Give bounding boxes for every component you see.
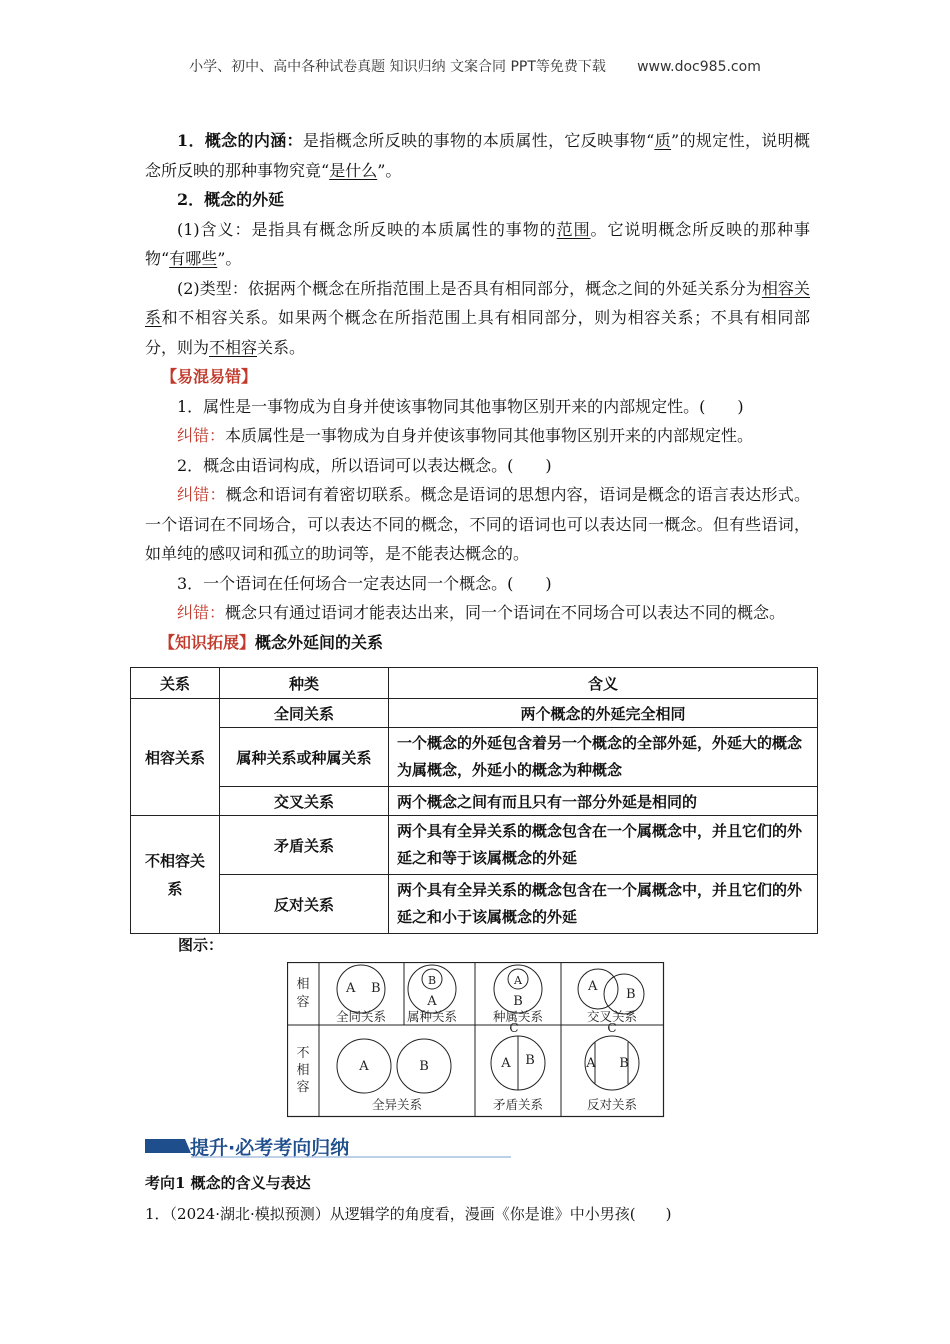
label-a: A: [359, 1059, 369, 1074]
answer-blank: 不相容: [209, 337, 258, 357]
confuse-question-1: 1．属性是一事物成为自身并使该事物同其他事物区别开来的内部规定性。( ): [177, 396, 744, 416]
label-c: C: [509, 1021, 519, 1035]
confuse-fix-3: 纠错：概念只有通过语词才能表达出来，同一个语词在不同场合可以表达不同的概念。: [177, 603, 786, 622]
label-a: A: [586, 1056, 596, 1071]
label-b: B: [513, 994, 523, 1009]
answer-blank: 是什么: [329, 160, 378, 180]
header-site-link[interactable]: www.doc985.com: [637, 59, 761, 75]
intension-label: 1．概念的内涵：: [177, 131, 303, 150]
meaning-cell: 两个具有全异关系的概念包含在一个属概念中，并且它们的外延之和小于该属概念的外延: [389, 875, 818, 934]
meaning-cell: 两个具有全异关系的概念包含在一个属概念中，并且它们的外延之和等于该属概念的外延: [389, 816, 818, 875]
label-b: B: [619, 1056, 629, 1071]
caption-identical: 全同关系: [335, 1009, 387, 1024]
kind-cell: 全同关系: [220, 699, 389, 728]
table-header: 含义: [389, 668, 818, 699]
kind-cell: 矛盾关系: [220, 816, 389, 875]
extension-heading: 2．概念的外延: [177, 190, 285, 209]
label-a: A: [514, 974, 522, 987]
diagram-label: 图示：: [178, 936, 224, 954]
caption-crossing: 交叉关系: [586, 1009, 638, 1024]
table-header: 关系: [131, 668, 220, 699]
label-b: B: [525, 1053, 535, 1068]
label-b: B: [626, 987, 636, 1002]
caption-species-genus: 种属关系: [492, 1009, 544, 1024]
answer-blank: 质: [654, 131, 672, 150]
table-row: [131, 787, 818, 816]
label-c: C: [607, 1021, 617, 1035]
kind-cell: 交叉关系: [220, 787, 389, 816]
expand-heading-line: [145, 628, 810, 658]
confuse-question-2: 2．概念由语词构成，所以语词可以表达概念。( ): [177, 455, 552, 475]
label-a: A: [346, 981, 356, 996]
row-label: 容: [296, 995, 310, 1010]
extension-meaning-paragraph: (1)含义：是指具有概念所反映的本质属性的事物的范围。它说明概念所反映的那种事物“有哪些”。: [145, 219, 810, 268]
table-row: [131, 699, 818, 728]
row-label: 相: [296, 977, 310, 992]
row-label: 相: [296, 1063, 310, 1078]
confuse-fix-2: 纠错：概念和语词有着密切联系。概念是语词的思想内容，语词是概念的语言表达形式。一个语词在不同场合，可以表达不同的概念，不同的语词也可以表达同一概念。但有些语词，如单纯的感叹词和孤立的助词等，是不能表达概念的。: [145, 485, 810, 563]
label-a: A: [427, 994, 437, 1009]
relation-table: [130, 667, 818, 934]
kind-cell: 属种关系或种属关系: [220, 728, 389, 787]
caption-genus-species: 属种关系: [406, 1009, 458, 1024]
header-text: 小学、初中、高中各种试卷真题 知识归纳 文案合同 PPT等免费下载: [189, 59, 606, 75]
caption-contrary: 反对关系: [586, 1097, 638, 1112]
extension-types-paragraph: (2)类型：依据两个概念在所指范围上是否具有相同部分，概念之间的外延关系分为相容关系和不相容关系。如果两个概念在所指范围上具有相同部分，则为相容关系；不具有相同部分，则为不相容关系。: [145, 278, 810, 357]
table-header-row: [131, 668, 818, 699]
table-row: [131, 728, 818, 787]
label-b: B: [419, 1059, 429, 1074]
page-header: [0, 56, 950, 76]
label-a: A: [588, 979, 598, 994]
group-cell: 相容关系: [131, 699, 220, 816]
question-1: 1．（2024·湖北·模拟预测）从逻辑学的角度看，漫画《你是谁》中小男孩( ): [145, 1205, 672, 1223]
group-cell: 不相容关系: [131, 816, 220, 934]
row-label: 不: [296, 1046, 310, 1061]
answer-blank: 范围: [556, 219, 591, 239]
answer-blank: 有哪些: [169, 249, 218, 268]
table-row: [131, 816, 818, 875]
section-title: 考向1 概念的含义与表达: [145, 1174, 311, 1192]
expand-title: 概念外延间的关系: [255, 632, 384, 652]
relation-diagram: [287, 962, 665, 1118]
caption-contradictory: 矛盾关系: [492, 1097, 544, 1112]
kind-cell: 反对关系: [220, 875, 389, 934]
label-b: B: [371, 981, 381, 996]
row-label: 容: [296, 1080, 310, 1095]
meaning-cell: 一个概念的外延包含着另一个概念的全部外延，外延大的概念为属概念，外延小的概念为种概念: [389, 728, 818, 787]
cross-circle-a: [578, 969, 618, 1009]
caption-disjoint: 全异关系: [371, 1097, 423, 1112]
confuse-question-3: 3．一个语词在任何场合一定表达同一个概念。( ): [177, 573, 552, 593]
label-a: A: [501, 1056, 511, 1071]
table-row: [131, 875, 818, 934]
table-header: 种类: [220, 668, 389, 699]
confuse-fix-1: 纠错：本质属性是一事物成为自身并使该事物同其他事物区别开来的内部规定性。: [177, 426, 754, 445]
expand-heading: 【知识拓展】: [159, 632, 256, 652]
intension-paragraph: 1．概念的内涵：是指概念所反映的事物的本质属性，它反映事物“质”的规定性，说明概念所反映的那种事物究竟“是什么”。: [145, 131, 810, 180]
label-b: B: [427, 974, 437, 987]
confuse-heading: 【易混易错】: [161, 367, 258, 386]
meaning-cell: 两个概念之间有而且只有一部分外延是相同的: [389, 787, 818, 816]
cross-circle-b: [604, 974, 644, 1014]
meaning-cell: 两个概念的外延完全相同: [389, 699, 818, 728]
banner-title: 提升·必考考向归纳: [190, 1137, 350, 1159]
main-content: [145, 126, 810, 657]
answer-blank: 相容关系: [145, 278, 810, 327]
banner-bar: [145, 1139, 191, 1153]
